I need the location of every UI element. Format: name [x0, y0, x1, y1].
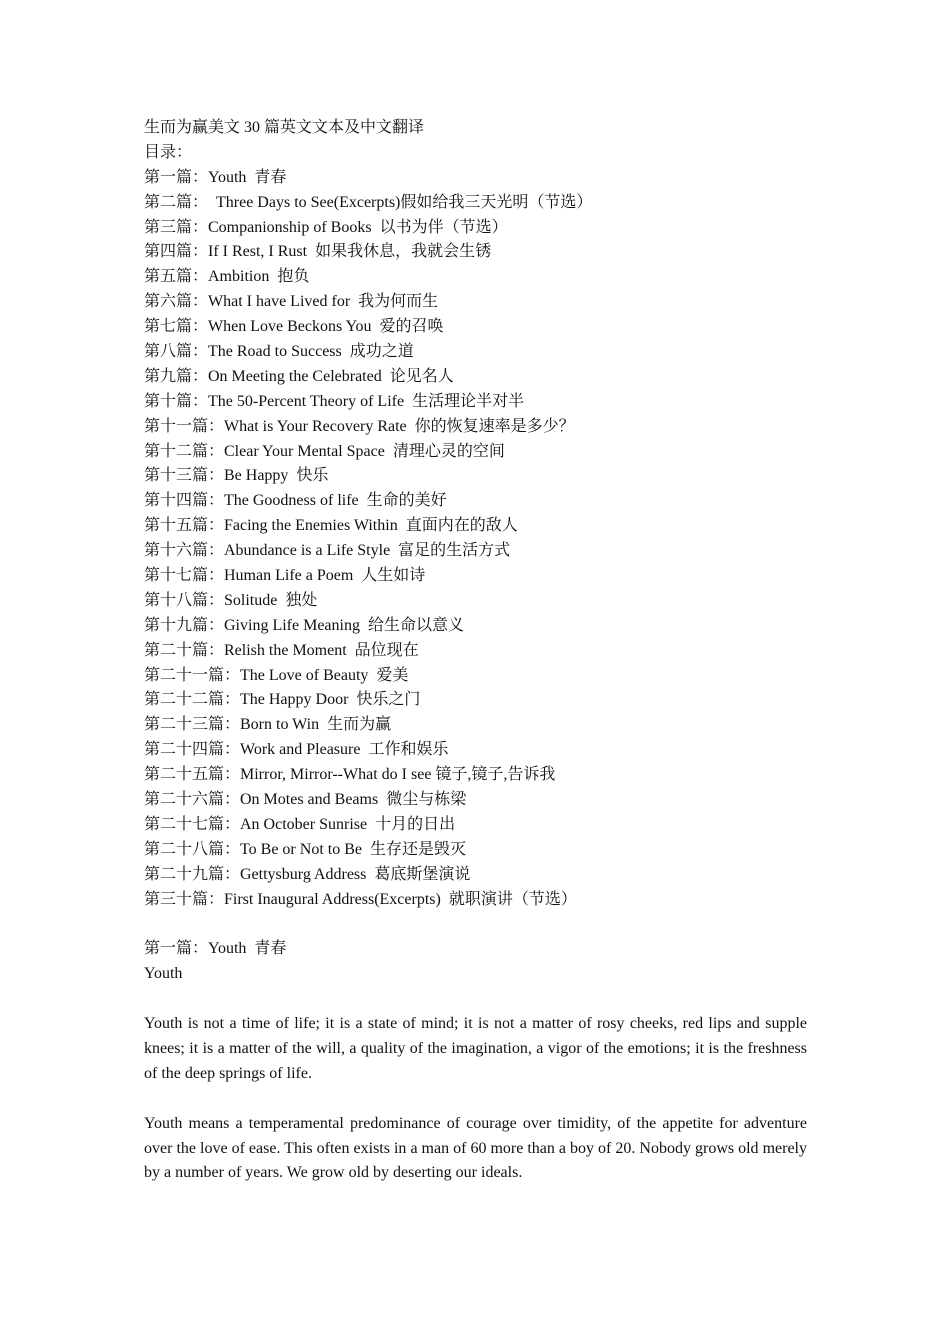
- toc-item: 第二十八篇：To Be or Not to Be 生存还是毁灭: [144, 840, 466, 858]
- document-content: [144, 116, 807, 1186]
- toc-item: 第七篇：When Love Beckons You 爱的召唤: [144, 318, 444, 336]
- toc-item: 第二十七篇：An October Sunrise 十月的日出: [144, 815, 456, 833]
- toc-item: 第十五篇：Facing the Enemies Within 直面内在的敌人: [144, 517, 518, 535]
- section-heading: 第一篇：Youth 青春: [144, 940, 287, 958]
- body-paragraph: Youth means a temperamental predominance of courage over timidity, of the appetite for adventure over the love of ease. This often exists in a man of 60 more than a boy of 20. Nobody grows old merely by a number of years. We grow old by deserting our ideals.: [144, 1114, 807, 1182]
- toc-item: 第十二篇：Clear Your Mental Space 清理心灵的空间: [144, 442, 505, 460]
- toc-item: 第二十二篇：The Happy Door 快乐之门: [144, 691, 421, 709]
- toc-item: 第三篇：Companionship of Books 以书为伴（节选）: [144, 218, 508, 236]
- toc-item: 第二十篇：Relish the Moment 品位现在: [144, 641, 419, 659]
- toc-item: 第十六篇：Abundance is a Life Style 富足的生活方式: [144, 542, 511, 560]
- toc-item: 第三十篇：First Inaugural Address(Excerpts) 就职演讲（节选）: [144, 890, 577, 908]
- toc-item: 第二十六篇：On Motes and Beams 微尘与栋梁: [144, 791, 467, 809]
- toc-item: 第十四篇：The Goodness of life 生命的美好: [144, 492, 447, 510]
- document-title: 生而为赢美文 30 篇英文文本及中文翻译: [144, 119, 425, 136]
- toc-item: 第十篇：The 50-Percent Theory of Life 生活理论半对半: [144, 392, 525, 410]
- toc-item: 第六篇：What I have Lived for 我为何而生: [144, 293, 439, 311]
- spacer: [144, 987, 807, 1012]
- toc-item: 第五篇：Ambition 抱负: [144, 268, 310, 286]
- spacer: [144, 913, 807, 938]
- toc-item: 第十八篇：Solitude 独处: [144, 591, 318, 609]
- toc-item: 第八篇：The Road to Success 成功之道: [144, 343, 414, 361]
- toc-item: 第二十五篇：Mirror, Mirror--What do I see 镜子,镜子,告诉我: [144, 766, 556, 784]
- toc-item: 第十七篇：Human Life a Poem 人生如诗: [144, 567, 426, 585]
- table-of-contents: [144, 166, 807, 913]
- section-title: Youth: [144, 965, 183, 983]
- toc-item: 第十一篇：What is Your Recovery Rate 你的恢复速率是多少？: [144, 417, 575, 435]
- toc-label: 目录：: [144, 143, 193, 161]
- toc-item: 第二十九篇：Gettysburg Address 葛底斯堡演说: [144, 865, 471, 883]
- toc-item: 第二篇： Three Days to See(Excerpts)假如给我三天光明（节选）: [144, 193, 593, 211]
- toc-item: 第十三篇：Be Happy 快乐: [144, 467, 329, 485]
- toc-item: 第十九篇：Giving Life Meaning 给生命以意义: [144, 616, 464, 634]
- toc-item: 第九篇：On Meeting the Celebrated 论见名人: [144, 367, 454, 385]
- toc-item: 第二十一篇：The Love of Beauty 爱美: [144, 666, 409, 684]
- toc-item: 第四篇：If I Rest, I Rust 如果我休息，我就会生锈: [144, 243, 492, 261]
- toc-item: 第二十三篇：Born to Win 生而为赢: [144, 716, 392, 734]
- body-paragraph: Youth is not a time of life; it is a state of mind; it is not a matter of rosy cheeks, red lips and supple knees; it is a matter of the will, a quality of the imagination, a vigor of the emotions; it is the freshness of the deep springs of life.: [144, 1015, 807, 1082]
- toc-item: 第二十四篇：Work and Pleasure 工作和娱乐: [144, 741, 449, 759]
- spacer: [144, 1087, 807, 1112]
- toc-item: 第一篇：Youth 青春: [144, 168, 287, 186]
